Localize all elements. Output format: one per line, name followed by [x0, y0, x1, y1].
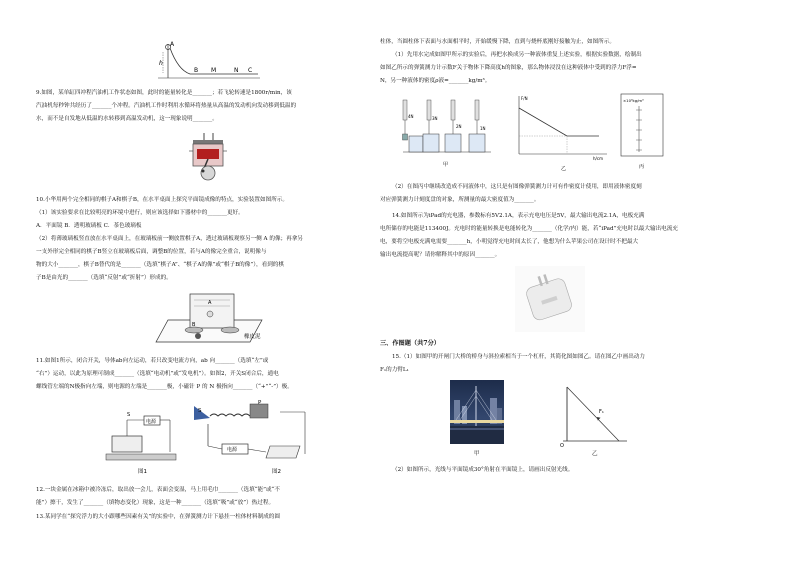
q13-line-4: 如图乙所示的弹簧测力计示数F关于物体下降高度h的图象，那么物体浸没在这种液体中受到的浮力F浮=	[380, 65, 637, 71]
caption-bing-13: 丙	[639, 164, 645, 170]
fig1-battery-label: 电源	[146, 419, 157, 425]
lever-o-label: O	[560, 443, 564, 449]
q10-line-3: A．平面镜 B．透明玻璃板 C．茶色玻璃板	[36, 223, 142, 229]
right-column	[380, 0, 777, 562]
q11-line-1: 11.如图1所示，闭合开关，导体ab向左运动，若只改变电流方向，ab 向_______（选填“左”或	[36, 358, 269, 364]
q15-part-2: （2）如图所示，光线与平面镜成30°角射在平面镜上，请画出反射光线。	[392, 467, 574, 473]
graph-ylabel: F/N	[521, 96, 528, 101]
section-3-heading: 三、作图题（共7分）	[380, 340, 440, 347]
fig2-switch-label: S	[198, 408, 202, 414]
beaker-reading-3: 2N	[456, 124, 462, 129]
q9-line-2: 汽油机每秒钟共经历了_______个冲程。汽油机工作时利用水循环将热量从高温的发动机向发动移到低温的	[36, 103, 297, 109]
fig2-caption: 图2	[272, 469, 281, 475]
q14-line-1: 14.如图所示为iPad的充电器，参数标有5V2.1A，表示充电电压是5V，最大输出电流2.1A，电板充满	[392, 213, 645, 219]
q14-line-2: 电所储存的电能是113400J。充电时的能量转换是电能转化为_______（化学/内）能，若“iPad”充电时以最大输出电流充	[380, 226, 678, 232]
fig1-caption: 图1	[138, 469, 147, 475]
fig2-needle-label: P	[258, 400, 262, 406]
left-column	[0, 0, 380, 562]
q15-line-1: 15.（1）如图甲的开闸门大桥的桥身与斜拉索相当于一个杠杆，其简化图如图乙。请在图乙中画出动力	[392, 354, 645, 360]
engine-cylinder-figure	[183, 131, 233, 183]
ramp-label-a: A	[170, 41, 175, 48]
density-scale-figure	[619, 90, 667, 172]
q15-line-2: F₁的力臂L₁	[380, 367, 409, 373]
caption-jia-13: 甲	[443, 162, 449, 168]
q13-line-3: （1）先用水完成如图甲所示的实验后，再把水换成另一种液体重复上述实验，根据实验数据，绘制出	[392, 52, 642, 58]
q10-line-6: 物的大小_______，棋子B替代的是_______（选填“棋子A”、“棋子A的像”或“棋子B的像”），看到的棋	[36, 262, 284, 268]
mirror-experiment-figure	[150, 290, 268, 348]
q12-line-1: 12.一块金属在冰箱中被冷冻后，取出放一会儿，表面会变湿，马上用毛巾_______（选填“能”或“不	[36, 487, 281, 493]
mirror-caption-clay: 橡皮泥	[244, 334, 261, 340]
fig2-battery-label: 电源	[227, 447, 238, 453]
lever-diagram	[557, 383, 629, 453]
q11-line-3: 螺线管左端的N极指向左端，则电源的左端是_______极，小磁针 P 的 N 极指向_______（“+”“-”）极。	[36, 384, 293, 390]
ramp-label-n: N	[234, 67, 239, 74]
mirror-mark-a: A	[208, 300, 212, 306]
q10-line-4: （2）将薄玻璃板竖直放在水平桌面上，在玻璃板前一侧放置棋子A，透过玻璃板观察另一侧 A 的像；再拿另	[36, 236, 303, 242]
q13-line-2: 柱体，当圆柱体下表面与水面相平时，开始缓慢下降，直到与烧杯底刚好接触为止，如图所示。	[380, 39, 615, 45]
q13-line-6: （2）在图丙中继续改造成不同液体中，这只是有图像弹簧测力计可有作密度计使用，即用液体密度刻	[392, 184, 642, 190]
caption-yi-15: 乙	[592, 451, 598, 457]
q9-line-3: 水，而不是自发地从低温的水转移到高温发动机，这一现象说明_______。	[36, 116, 218, 122]
q10-line-7: 子B是由光的_______（选填“反射”或“折射”）形成的。	[36, 275, 172, 281]
fig1-switch-label: S	[127, 412, 131, 418]
force-height-graph	[507, 92, 617, 172]
q14-line-4: 输出电流提高呢？请你解释其中的原因_______。	[380, 252, 501, 258]
q13-line-1: 13.某同学在“探究浮力的大小跟哪些因素有关”的实验中，在弹簧测力计下悬挂一柱体材料制成的圆	[36, 514, 280, 520]
beaker-reading-1: 4N	[408, 114, 414, 119]
beaker-reading-2: 3N	[432, 116, 438, 121]
ramp-label-b: B	[194, 67, 199, 74]
graph-xlabel: h/cm	[593, 156, 603, 161]
q9-line-1: 9.如图，某单缸四冲程汽油机工作状态如图，此时的能量转化是_______；若飞轮转速是1800r/min，该	[36, 90, 292, 96]
q13-line-5: N，另一种液体的密度ρ液=_______kg/m³。	[380, 78, 491, 84]
ramp-label-m: M	[211, 67, 217, 74]
buoyancy-beakers-figure	[399, 90, 495, 172]
ramp-label-c: C	[248, 67, 253, 74]
caption-yi-13: 乙	[561, 166, 567, 172]
q11-line-2: “右”）运动，以此为原理可制成_______（选填“电动机”或“发电机”）。如图2，开关S闭合后，通电	[36, 371, 279, 377]
q14-line-3: 电，要将空电板充满电需要_______h，小明觉得充电时间太长了，他想为什么苹果公司在设计时不把最大	[380, 239, 639, 245]
lever-f1-label: F₁	[599, 409, 604, 415]
q13-line-7: 对应弹簧测力计刻度盘的对象，所测量的最大密度值为_______。	[380, 197, 540, 203]
ramp-label-h: h	[159, 60, 163, 67]
ipad-charger-photo	[515, 266, 585, 332]
beaker-reading-4: 1N	[480, 126, 486, 131]
bridge-night-photo	[450, 380, 504, 444]
ramp-figure	[148, 40, 263, 85]
q12-line-2: 能”）擦干，发生了_______（填物态变化）现象，这是一种_______（选填“吸”或“放”）热过程。	[36, 500, 275, 506]
q10-line-1: 10.小华用两个完全相同的棋子A和棋子B，在水平桌面上探究平面镜成像的特点，实验装置如图所示。	[36, 197, 288, 203]
q10-line-5: 一支外形完全相同的棋子B竖立在玻璃板后面，调整B的位置，若与A的像完全重合，说明像与	[36, 249, 267, 255]
caption-jia-15: 甲	[474, 451, 480, 457]
mirror-mark-b: B	[192, 322, 196, 328]
q10-line-2: （1）该实验要求在比较明亮的环境中进行，则应该选择如下器材中的_______更好。	[36, 210, 244, 216]
scale-unit-label: ×10³kg/m³	[623, 98, 644, 103]
electromagnetism-figures	[100, 398, 335, 480]
